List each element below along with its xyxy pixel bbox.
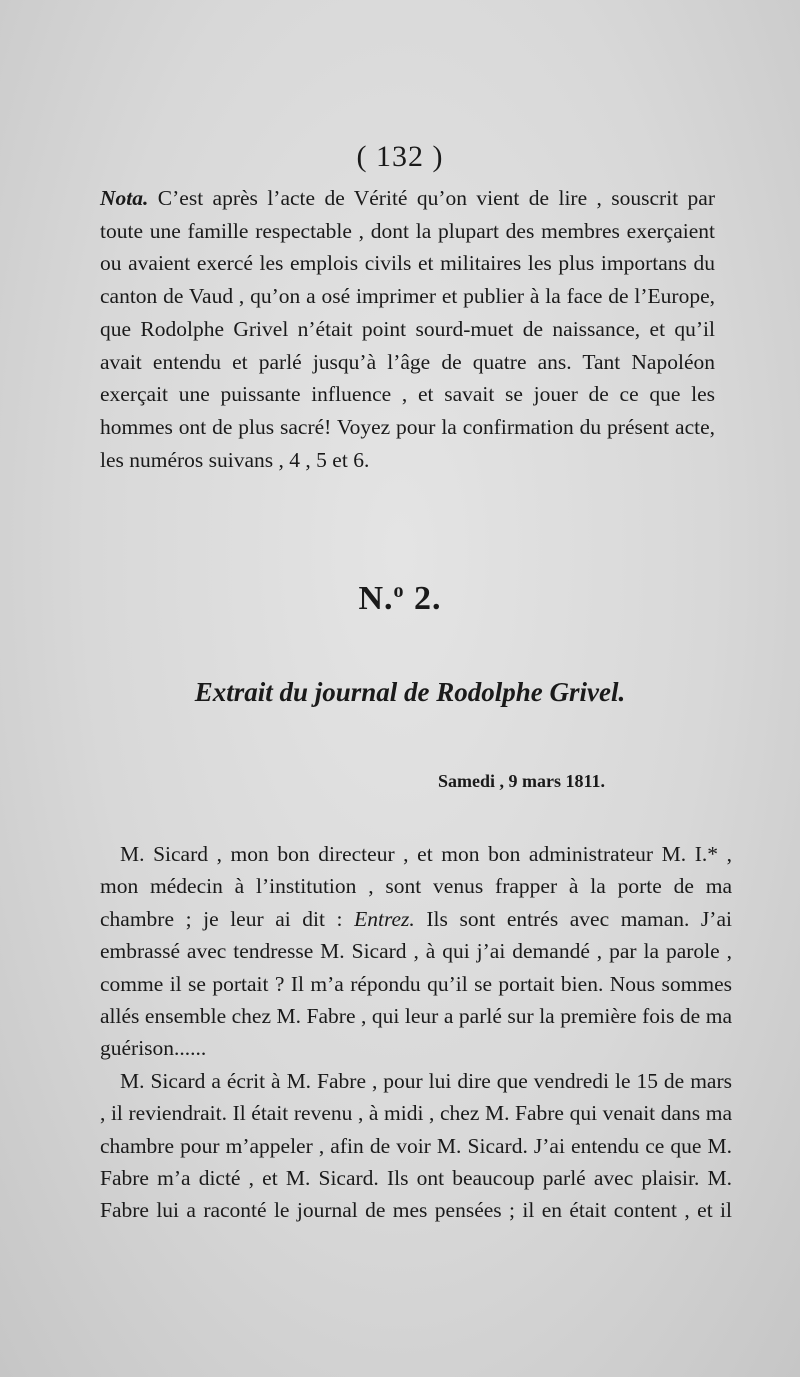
journal-paragraph-1-start: M. Sicard , mon bon directeur , et mon bon administrateur M. I.* , mon médecin à l’institution , sont venus frapper à la porte de ma chambre ; je leur ai dit : [100,842,732,931]
journal-body [100,838,732,1227]
nota-text: C’est après l’acte de Vérité qu’on vient de lire , souscrit par toute une famille respectable , dont la plupart des membres exerçaient ou avaient exercé les emplois civils et militaires les plus importans du canton de Vaud , qu’on a osé imprimer et publier à la face de l’Europe, que Rodolphe Grivel n’était point sourd-muet de naissance, et qu’il avait entendu et parlé jusqu’à l’âge de quatre ans. Tant Napoléon exerçait une puissante influence , et savait se jouer de ce que les hommes ont de plus sacré! Voyez pour la confirmation du présent acte, les numéros suivans , 4 , 5 et 6. [100,186,716,472]
nota-paragraph [100,182,715,476]
section-number-value: 2. [414,580,442,617]
journal-paragraph-1 [100,838,732,1065]
section-number-sup: o [393,580,405,602]
journal-paragraph-1-emphasis: Entrez. [354,906,415,931]
journal-paragraph-1-end: Ils sont entrés avec maman. J’ai embrassé avec tendresse M. Sicard , à qui j’ai demandé , par la parole , comme il se portait ? Il m’a répondu qu’il se portait bien. Nous sommes allés ensemble chez M. Fabre , qui leur a parlé sur la première fois de ma guérison...... [100,906,732,1061]
extract-title: Extrait du journal de Rodolphe Grivel. [194,677,626,707]
journal-paragraph-2: M. Sicard a écrit à M. Fabre , pour lui dire que vendredi le 15 de mars , il reviendrait. Il était revenu , à midi , chez M. Fabre qui venait dans ma chambre pour m’appeler , afin de voir M. Sicard. J’ai entendu ce que M. Fabre m’a dicté , et M. Sicard. Ils ont beaucoup parlé avec plaisir. M. Fabre lui a raconté le journal de mes pensées ; il en était content , et il [100,1068,732,1223]
page-number: ( 132 ) [356,140,444,173]
nota-lead: Nota. [100,186,149,210]
section-number [0,580,800,618]
section-number-prefix: N. [358,580,394,617]
journal-date: Samedi , 9 mars 1811. [438,771,606,791]
